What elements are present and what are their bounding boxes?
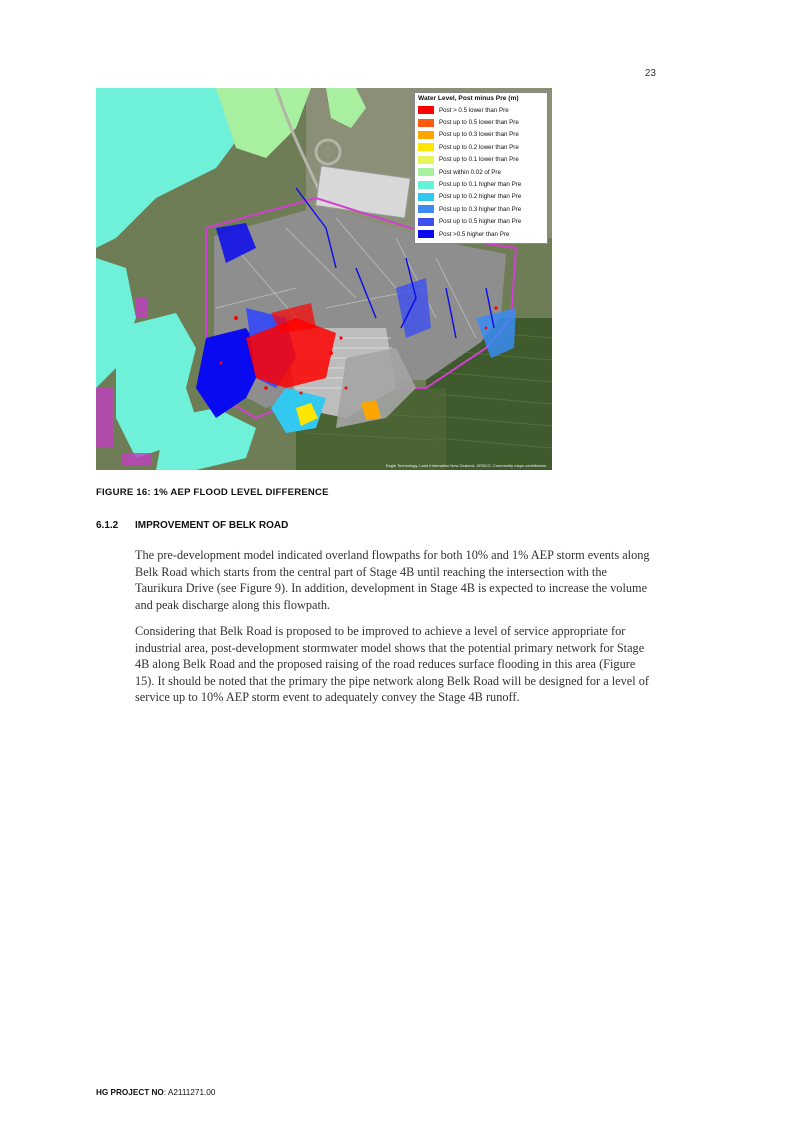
legend-item <box>418 216 544 228</box>
section-heading <box>96 520 288 531</box>
legend-label: Post up to 0.3 lower than Pre <box>439 131 519 139</box>
legend-label: Post up to 0.5 lower than Pre <box>439 119 519 127</box>
legend-label: Post up to 0.1 higher than Pre <box>439 181 522 189</box>
legend-item <box>418 203 544 215</box>
legend-item <box>418 129 544 141</box>
legend-item <box>418 116 544 128</box>
legend-label: Post >0.5 higher than Pre <box>439 230 510 238</box>
legend-item <box>418 166 544 178</box>
legend-label: Post up to 0.5 higher than Pre <box>439 218 522 226</box>
legend-label: Post up to 0.2 higher than Pre <box>439 193 522 201</box>
figure-caption: FIGURE 16: 1% AEP FLOOD LEVEL DIFFERENCE <box>96 487 329 498</box>
legend-swatch <box>418 106 434 114</box>
body-paragraph: The pre-development model indicated overland flowpaths for both 10% and 1% AEP storm events along Belk Road which starts from the central part of Stage 4B until reaching the intersection with the Taurikura Drive (see Figure 9). In addition, development in Stage 4B is expected to increase the volume and peak discharge along this flowpath. <box>135 548 650 612</box>
legend-label: Post within 0.02 of Pre <box>439 168 501 176</box>
legend-swatch <box>418 218 434 226</box>
body-paragraph: Considering that Belk Road is proposed to be improved to achieve a level of service appropriate for industrial area, post-development stormwater model shows that the potential primary network for Stage 4B along Belk Road and the proposed raising of the road reduces surface flooding in this area (Figure 15). It should be noted that the primary the pipe network along Belk Road will be designed for a level of service up to 10% AEP storm event to adequately convey the Stage 4B runoff. <box>135 624 649 704</box>
legend-item <box>418 191 544 203</box>
legend-item <box>418 154 544 166</box>
legend-swatch <box>418 168 434 176</box>
legend-label: Post up to 0.3 higher than Pre <box>439 205 522 213</box>
map-credit: Eagle Technology, Land Information New Zealand, GEBCO, Community maps contributors <box>385 463 546 468</box>
section-number: 6.1.2 <box>96 520 119 531</box>
legend-swatch <box>418 205 434 213</box>
footer-label: HG PROJECT NO <box>96 1088 164 1097</box>
legend-swatch <box>418 131 434 139</box>
legend-label: Post up to 0.2 lower than Pre <box>439 143 519 151</box>
page-footer <box>96 1088 215 1097</box>
footer-colon: : <box>163 1088 168 1097</box>
legend-item <box>418 104 544 116</box>
legend-swatch <box>418 193 434 201</box>
map-legend <box>414 92 548 244</box>
section-title: IMPROVEMENT OF BELK ROAD <box>135 520 289 531</box>
legend-swatch <box>418 156 434 164</box>
legend-label: Post > 0.5 lower than Pre <box>439 106 509 114</box>
legend-swatch <box>418 181 434 189</box>
legend-swatch <box>418 119 434 127</box>
legend-swatch <box>418 230 434 238</box>
legend-item <box>418 178 544 190</box>
footer-project-number: A2111271.00 <box>167 1088 216 1097</box>
page-number: 23 <box>644 68 656 79</box>
legend-label: Post up to 0.1 lower than Pre <box>439 156 519 164</box>
section-body <box>135 547 650 716</box>
legend-swatch <box>418 143 434 151</box>
legend-item <box>418 141 544 153</box>
legend-title: Water Level, Post minus Pre (m) <box>418 95 519 102</box>
flood-difference-map <box>96 88 552 470</box>
legend-item <box>418 228 544 240</box>
